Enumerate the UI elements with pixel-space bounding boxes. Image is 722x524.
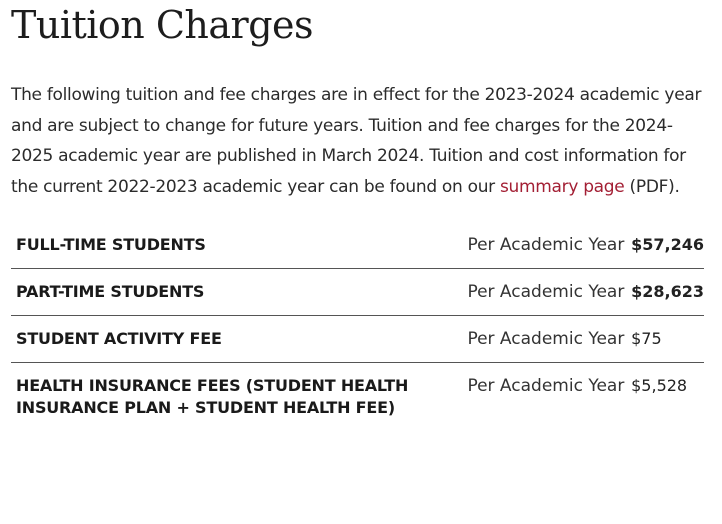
charge-amount: $75 [631, 316, 704, 363]
charge-label: HEALTH INSURANCE FEES (STUDENT HEALTH INSURANCE PLAN + STUDENT HEALTH FEE) [11, 363, 463, 432]
charge-amount: $28,623 [631, 269, 704, 316]
charge-period: Per Academic Year [463, 269, 631, 316]
charge-period: Per Academic Year [463, 363, 631, 432]
page-content [11, 0, 704, 431]
intro-paragraph [11, 80, 704, 202]
table-row [11, 222, 704, 269]
tuition-charges-table [11, 222, 704, 431]
page-title: Tuition Charges [11, 3, 314, 47]
table-row [11, 363, 704, 432]
charge-amount: $57,246 [631, 235, 704, 254]
table-row [11, 316, 704, 363]
charge-label: PART-TIME STUDENTS [11, 269, 463, 316]
charge-period: Per Academic Year [463, 316, 631, 363]
charge-label: FULL-TIME STUDENTS [16, 235, 206, 254]
summary-page-link[interactable]: summary page [499, 176, 625, 197]
intro-text-suffix: (PDF). [624, 176, 680, 197]
charge-period: Per Academic Year [467, 235, 625, 255]
intro-text: The following tuition and fee charges are in effect for the 2023-2024 academic year and are subject to change for future years. Tuition and fee charges for the 2024-2025 academic year are published in March 2024. Tuition and cost information for the current 2022-2023 academic year can be found on our [11, 85, 702, 197]
table-row [11, 269, 704, 316]
charge-amount: $5,528 [631, 363, 704, 432]
charge-label: STUDENT ACTIVITY FEE [11, 316, 463, 363]
